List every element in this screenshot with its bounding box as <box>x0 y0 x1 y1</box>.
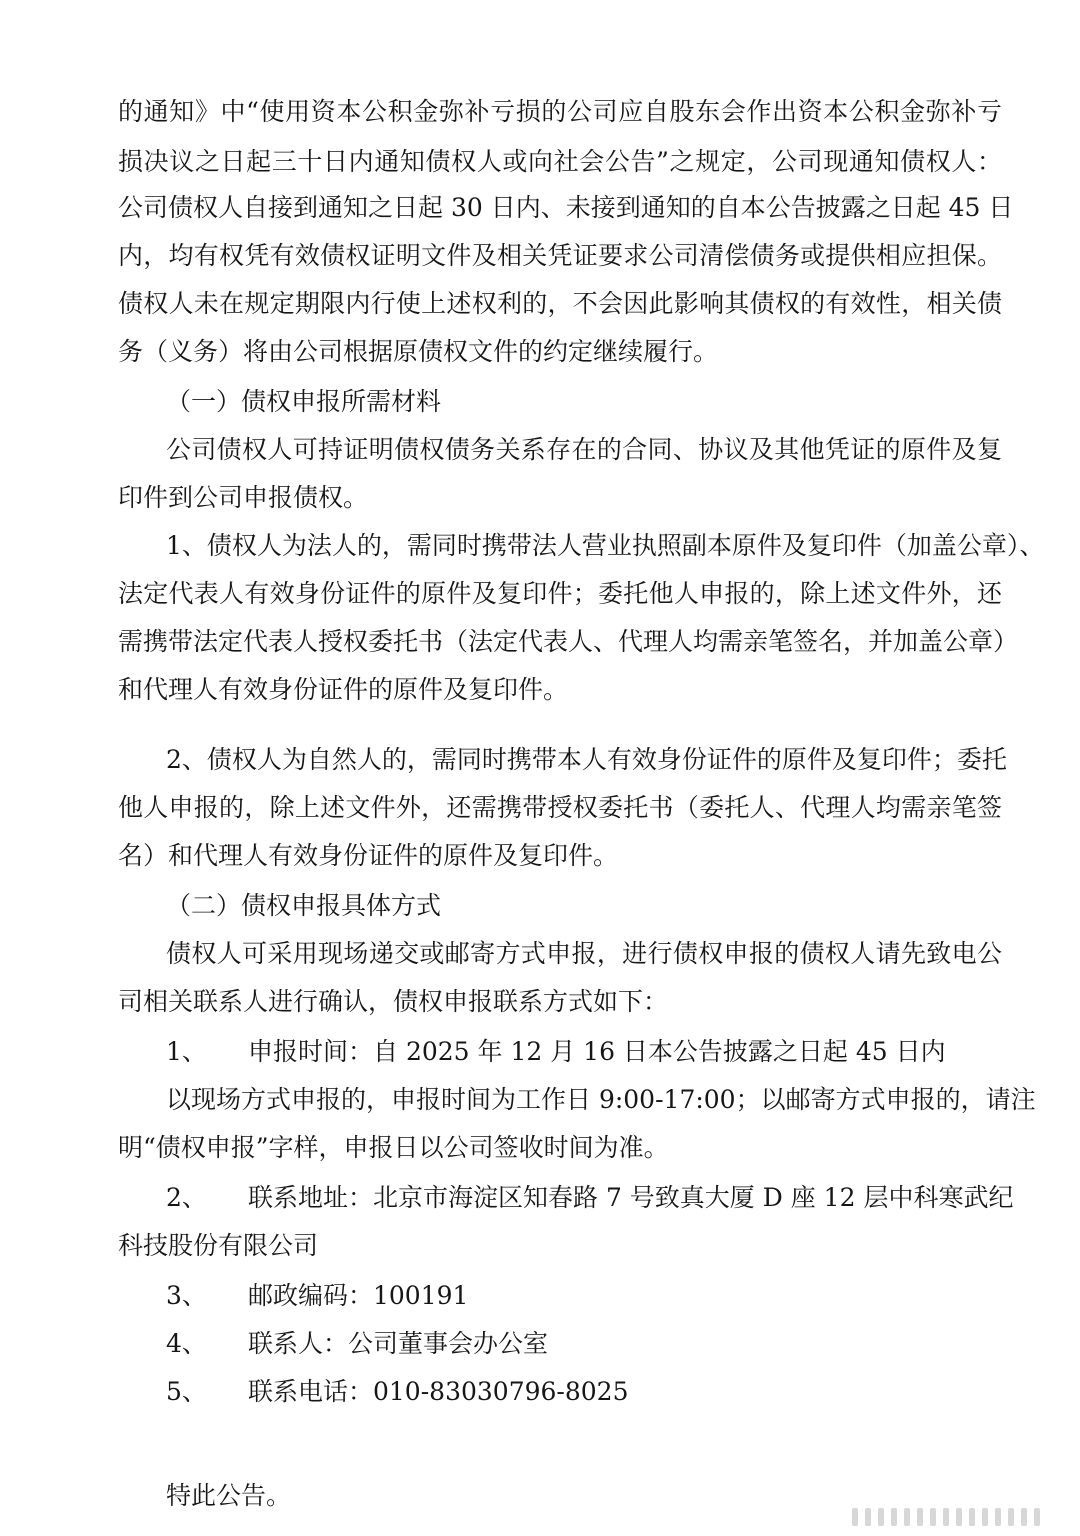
watermark-bar <box>982 1508 988 1526</box>
section-two-heading: （二）债权申报具体方式 <box>166 891 442 920</box>
contact-item-number: 2、 <box>166 1183 207 1212</box>
legal-person-line-2: 法定代表人有效身份证件的原件及复印件；委托他人申报的，除上述文件外，还 <box>118 579 1002 608</box>
watermark-bar <box>878 1508 884 1526</box>
submission-note-line-1: 以现场方式申报的，申报时间为工作日 9:00-17:00；以邮寄方式申报的，请注 <box>166 1085 1036 1114</box>
contact-item-text: 联系地址：北京市海淀区知春路 7 号致真大厦 D 座 12 层中科寒武纪 <box>248 1183 1014 1212</box>
address-continuation: 科技股份有限公司 <box>118 1231 319 1260</box>
watermark-bar <box>904 1508 910 1526</box>
contact-item-text: 联系人：公司董事会办公室 <box>248 1329 549 1358</box>
watermark-bar <box>1034 1508 1040 1526</box>
contact-item-text: 邮政编码：100191 <box>248 1281 469 1310</box>
natural-person-line-2: 他人申报的，除上述文件外，还需携带授权委托书（委托人、代理人均需亲笔签 <box>118 793 1002 822</box>
intro-line-1: 的通知》中“使用资本公积金弥补亏损的公司应自股东会作出资本公积金弥补亏 <box>118 97 1002 126</box>
watermark-bar <box>930 1508 936 1526</box>
watermark-bar <box>1021 1508 1027 1526</box>
watermark-bar <box>891 1508 897 1526</box>
contact-item-number: 4、 <box>166 1329 207 1358</box>
contact-item-number: 5、 <box>166 1377 207 1406</box>
intro-line-4: 内，均有权凭有效债权证明文件及相关凭证要求公司清偿债务或提供相应担保。 <box>118 241 1002 270</box>
intro-line-6: 务（义务）将由公司根据原债权文件的约定继续履行。 <box>118 337 719 366</box>
section-one-intro-line-2: 印件到公司申报债权。 <box>118 483 369 512</box>
watermark-bar <box>1008 1508 1014 1526</box>
watermark-bar <box>852 1508 858 1526</box>
watermark-bar <box>956 1508 962 1526</box>
watermark-bar <box>943 1508 949 1526</box>
legal-person-line-4: 和代理人有效身份证件的原件及复印件。 <box>118 675 569 704</box>
intro-line-2: 损决议之日起三十日内通知债权人或向社会公告”之规定，公司现通知债权人： <box>118 147 1002 176</box>
natural-person-line-3: 名）和代理人有效身份证件的原件及复印件。 <box>118 841 619 870</box>
intro-line-3: 公司债权人自接到通知之日起 30 日内、未接到通知的自本公告披露之日起 45 日 <box>118 193 1014 222</box>
submission-note-line-2: 明“债权申报”字样，申报日以公司签收时间为准。 <box>118 1133 669 1162</box>
section-one-intro-line-1: 公司债权人可持证明债权债务关系存在的合同、协议及其他凭证的原件及复 <box>166 435 1002 464</box>
contact-item-2 <box>166 1174 1014 1222</box>
watermark-bar <box>865 1508 871 1526</box>
section-two-intro-line-1: 债权人可采用现场递交或邮寄方式申报，进行债权申报的债权人请先致电公 <box>166 939 1002 968</box>
section-two-intro-line-2: 司相关联系人进行确认，债权申报联系方式如下： <box>118 987 669 1016</box>
watermark-bar <box>917 1508 923 1526</box>
legal-person-line-3: 需携带法定代表人授权委托书（法定代表人、代理人均需亲笔签名，并加盖公章） <box>118 627 1019 656</box>
contact-item-text: 联系电话：010-83030796-8025 <box>248 1377 629 1406</box>
section-one-heading: （一）债权申报所需材料 <box>166 387 442 416</box>
intro-line-5: 债权人未在规定期限内行使上述权利的，不会因此影响其债权的有效性，相关债 <box>118 289 1002 318</box>
legal-person-line-1: 1、债权人为法人的，需同时携带法人营业执照副本原件及复印件（加盖公章）、 <box>166 531 1045 560</box>
watermark-bar <box>995 1508 1001 1526</box>
watermark-bar <box>969 1508 975 1526</box>
contact-item-text: 申报时间：自 2025 年 12 月 16 日本公告披露之日起 45 日内 <box>248 1037 946 1066</box>
contact-item-number: 1、 <box>166 1037 207 1066</box>
watermark-bars <box>852 1508 1040 1526</box>
contact-item-number: 3、 <box>166 1281 207 1310</box>
natural-person-line-1: 2、债权人为自然人的，需同时携带本人有效身份证件的原件及复印件；委托 <box>166 745 1007 774</box>
closing-statement: 特此公告。 <box>166 1481 292 1510</box>
